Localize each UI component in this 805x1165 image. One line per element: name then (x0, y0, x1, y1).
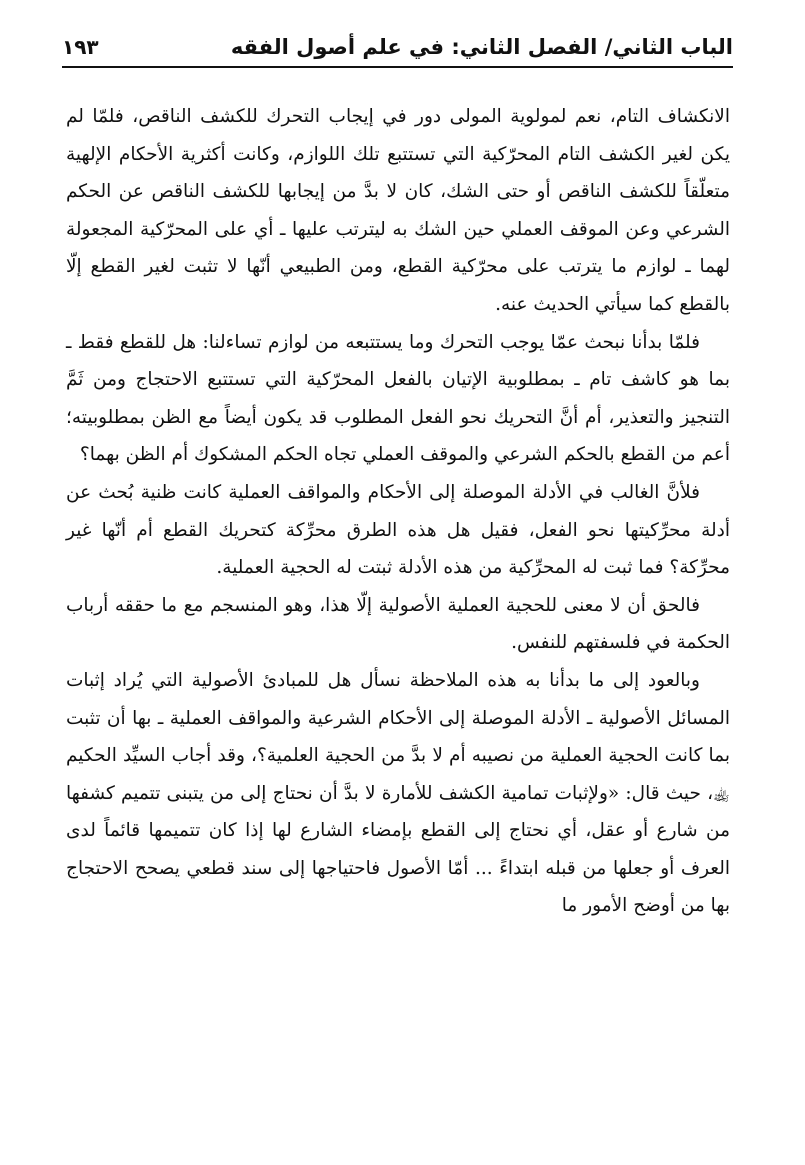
paragraph: وبالعود إلى ما بدأنا به هذه الملاحظة نسأل هل للمبادئ الأصولية التي يُراد إثبات المسائل الأصولية ـ الأدلة الموصلة إلى الأحكام الشرعية والمواقف العملية ـ بها أن تثبت بما كانت الحجية العملية من نصيبه أم لا بدَّ من الحجية العلمية؟، وقد أجاب السيِّد الحكيم ﵀، حيث قال: «ولإثبات تمامية الكشف للأمارة لا بدَّ أن نحتاج إلى من يتبنى تتميم كشفها من شارع أو عقل، أي نحتاج إلى القطع بإمضاء الشارع لها إذا كان تتميمها قائماً لدى العرف أو جعلها من قبله ابتداءً ... أمّا الأصول فاحتياجها إلى سند قطعي يصحح الاحتجاج بها من أوضح الأمور ما (66, 669, 730, 917)
header-rule (62, 66, 733, 68)
paragraph: الانكشاف التام، نعم لمولوية المولى دور في إيجاب التحرك للكشف الناقص، فلمّا لم يكن لغير الكشف التام المحرّكية التي تستتبع تلك اللوازم، وكانت أكثرية الأحكام الإلهية متعلّقاً للكشف الناقص أو حتى الشك، كان لا بدَّ من إيجابها للكشف الناقص عن الحكم الشرعي وعن الموقف العملي حين الشك به ليترتب عليها ـ أي على المحرّكية المجعولة لهما ـ لوازم ما يترتب على محرّكية القطع، ومن الطبيعي أنّها لا تثبت لغير القطع إلّا بالقطع كما سيأتي الحديث عنه. (66, 106, 730, 315)
page-header (62, 30, 733, 64)
page-number: ١٩٣ (62, 35, 99, 59)
paragraph: فلمّا بدأنا نبحث عمّا يوجب التحرك وما يستتبعه من لوازم تساءلنا: هل للقطع فقط ـ بما هو كاشف تام ـ بمطلوبية الإتيان بالفعل المحرّكية التي تستتبع الاحتجاج ومن ثَمَّ التنجيز والتعذير، أم أنَّ التحريك نحو الفعل المطلوب قد يكون أيضاً مع الظن بمطلوبيته؛ أعم من القطع بالحكم الشرعي والموقف العملي تجاه الحكم المشكوك أم الظن بهما؟ (66, 331, 730, 466)
paragraph: فالحق أن لا معنى للحجية العملية الأصولية إلّا هذا، وهو المنسجم مع ما حققه أرباب الحكمة في فلسفتهم للنفس. (66, 594, 730, 654)
running-head: الباب الثاني/ الفصل الثاني: في علم أصول الفقه (230, 35, 733, 59)
paragraph: فلأنَّ الغالب في الأدلة الموصلة إلى الأحكام والمواقف العملية كانت ظنية بُحث عن أدلة محرِّكيتها نحو الفعل، فقيل هل هذه الطرق محرِّكة كتحريك القطع أم أنّها غير محرِّكة؟ فما ثبت له المحرِّكية من هذه الأدلة ثبتت له الحجية العملية. (66, 481, 730, 579)
main-text (66, 98, 730, 925)
